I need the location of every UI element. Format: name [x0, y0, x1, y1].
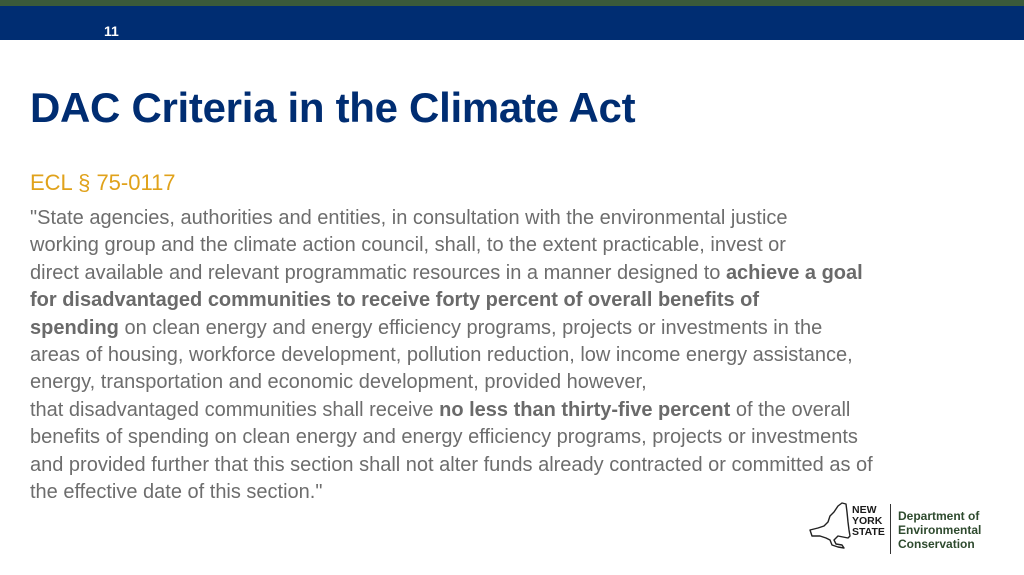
quote-text: on clean energy and energy efficiency programs, projects or investments in the [118, 316, 823, 339]
quote-line: energy, transportation and economic development, provided however, [30, 371, 647, 394]
slide-title: DAC Criteria in the Climate Act [30, 84, 636, 131]
nys-line: STATE [852, 526, 885, 538]
quote-emphasis: spending [30, 316, 119, 339]
quote-line [30, 315, 1000, 342]
nys-dec-logo [808, 500, 1008, 560]
quote-line: working group and the climate action council, shall, to the extent practicable, invest or [30, 234, 786, 257]
dec-wordmark [898, 509, 981, 551]
quote-line: and provided further that this section shall not alter funds already contracted or committed as of [30, 453, 873, 476]
quote-line [30, 397, 1000, 424]
nys-line: NEW [852, 504, 877, 516]
quote-line: "State agencies, authorities and entities, in consultation with the environmental justice [30, 207, 788, 229]
quote-text: that disadvantaged communities shall receive [30, 398, 440, 421]
dec-line: Environmental [898, 523, 982, 537]
quote-emphasis: no less than thirty-five percent [439, 398, 731, 421]
dec-line: Department of [898, 509, 980, 523]
slide-number: 11 [104, 23, 119, 39]
dec-line: Conservation [898, 537, 975, 551]
quote-line [30, 287, 1000, 314]
nys-wordmark [852, 505, 885, 538]
quote-emphasis: for disadvantaged communities to receive forty percent of overall benefits of [30, 289, 760, 312]
header-bar [0, 6, 1024, 40]
new-york-state-outline-icon [808, 500, 852, 550]
quote-line: benefits of spending on clean energy and energy efficiency programs, projects or investments [30, 426, 858, 449]
logo-divider [890, 504, 891, 554]
law-citation: ECL § 75-0117 [30, 170, 176, 195]
quote-text: direct available and relevant programmatic resources in a manner designed to [30, 261, 726, 284]
quote-line: the effective date of this section." [30, 481, 323, 504]
nys-line: YORK [852, 515, 883, 527]
quote-text: of the overall [730, 398, 851, 421]
statute-quote [30, 205, 1000, 506]
quote-line [30, 260, 1000, 287]
quote-emphasis: achieve a goal [725, 261, 863, 284]
quote-line: areas of housing, workforce development, pollution reduction, low income energy assistance, [30, 344, 853, 367]
